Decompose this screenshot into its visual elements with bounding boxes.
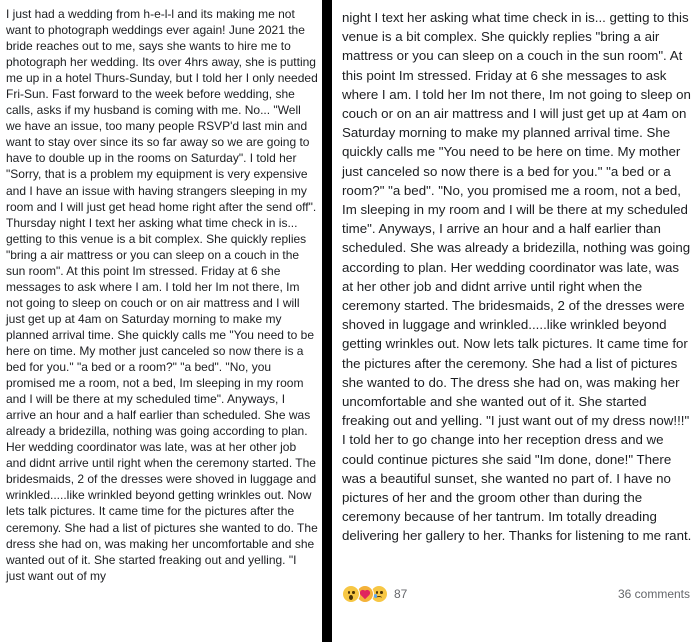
comments-count-link[interactable]: 36 comments bbox=[617, 587, 690, 601]
reaction-icons bbox=[342, 585, 388, 603]
post-screenshot-right bbox=[332, 0, 700, 642]
reaction-count: 87 bbox=[394, 587, 408, 601]
reactions-bar bbox=[342, 583, 690, 605]
post-text: I just had a wedding from h-e-l-l and its making me not want to photograph weddings ever again! June 2021 the bride reaches out to me, says she wants to hire me to photograph her wedding. Its over 4hrs away, she is putting me up in a hotel Thurs-Sunday, but I told her I only needed Fri-Sun. Fast forward to the week before wedding, she calls, asks if my husband is coming with me. No... "Well we have an issue, too many people RSVP'd last min and want to stay over since its so far away so we are going to have to double up in the rooms on Saturday". I told her "Sorry, that is a problem my equipment is very expensive and I have an issue with having strangers sleeping in my room and I will just get head home right after the send off". Thursday night I text her asking what time check in is... getting to this venue is a bit complex. She quickly replies "bring a air mattress or you can sleep on a couch in the sun room". At this point Im stressed. Friday at 6 she messages to ask where I am. I told her Im not there, Im not going to sleep on couch or on air mattress and I will just get up at 4am on Saturday morning to make my planned arrival time. She quickly calls me "You need to be here on time. My mother just canceled so now there is a bed for you." "a bed or a room?" "a bed". "No, you promised me a room, not a bed, Im sleeping in my room and I will be there at my scheduled time". Anyways, I arrive an hour and a half earlier than scheduled. She was already a bridezilla, nothing was going according to plan. Her wedding coordinator was late, was at her other job and didnt arrive until right when the ceremony started. The bridesmaids, 2 of the dresses were shoved in luggage and wrinkled.....like wrinkled beyond getting wrinkles out. Now lets talk pictures. It came time for the pictures after the ceremony. She had a list of pictures she wanted to do. The dress she had on, was making her uncomfortable and she wanted out of it. She started freaking out and yelling. "I just want out of my bbox=[6, 7, 318, 583]
post-screenshot-left bbox=[0, 0, 322, 642]
reactions-summary[interactable] bbox=[342, 585, 407, 603]
wow-reaction-icon bbox=[342, 585, 360, 603]
post-text-continued: night I text her asking what time check in is... getting to this venue is a bit complex. She quickly replies "bring a air mattress or you can sleep on a couch in the sun room". At this point Im stressed. Friday at 6 she messages to ask where I am. I told her Im not there, Im not going to sleep on couch or on an air mattress and I will just get up at 4am on Saturday morning to make my planned arrival time. She quickly calls me "You need to be here on time. My mother just canceled so now there is a bed for you." "a bed or a room?" "a bed". "No, you promised me a room, not a bed, Im sleeping in my room and I will be there at my scheduled time". Anyways, I arrive an hour and a half earlier than scheduled. She was already a bridezilla, nothing was going according to plan. Her wedding coordinator was late, was at her other job and didnt arrive until right when the ceremony started. The bridesmaids, 2 of the dresses were shoved in luggage and wrinkled.....like wrinkled beyond getting wrinkles out. Now lets talk pictures. It came time for the pictures after the ceremony. She had a list of pictures she wanted to do. The dress she had on, was making her uncomfortable and she wanted out of it. She started freaking out and yelling. "I just want out of my dress now!!!" I told her to go change into her reception dress and we could continue pictures she said "Im done, done!" There was a beautiful sunset, she wanted no part of. I have no pictures of her and the groom other than during the ceremony because of her tantrum. Im totally dreading delivering her gallery to her. Thanks for listening to me rant. bbox=[342, 10, 692, 544]
